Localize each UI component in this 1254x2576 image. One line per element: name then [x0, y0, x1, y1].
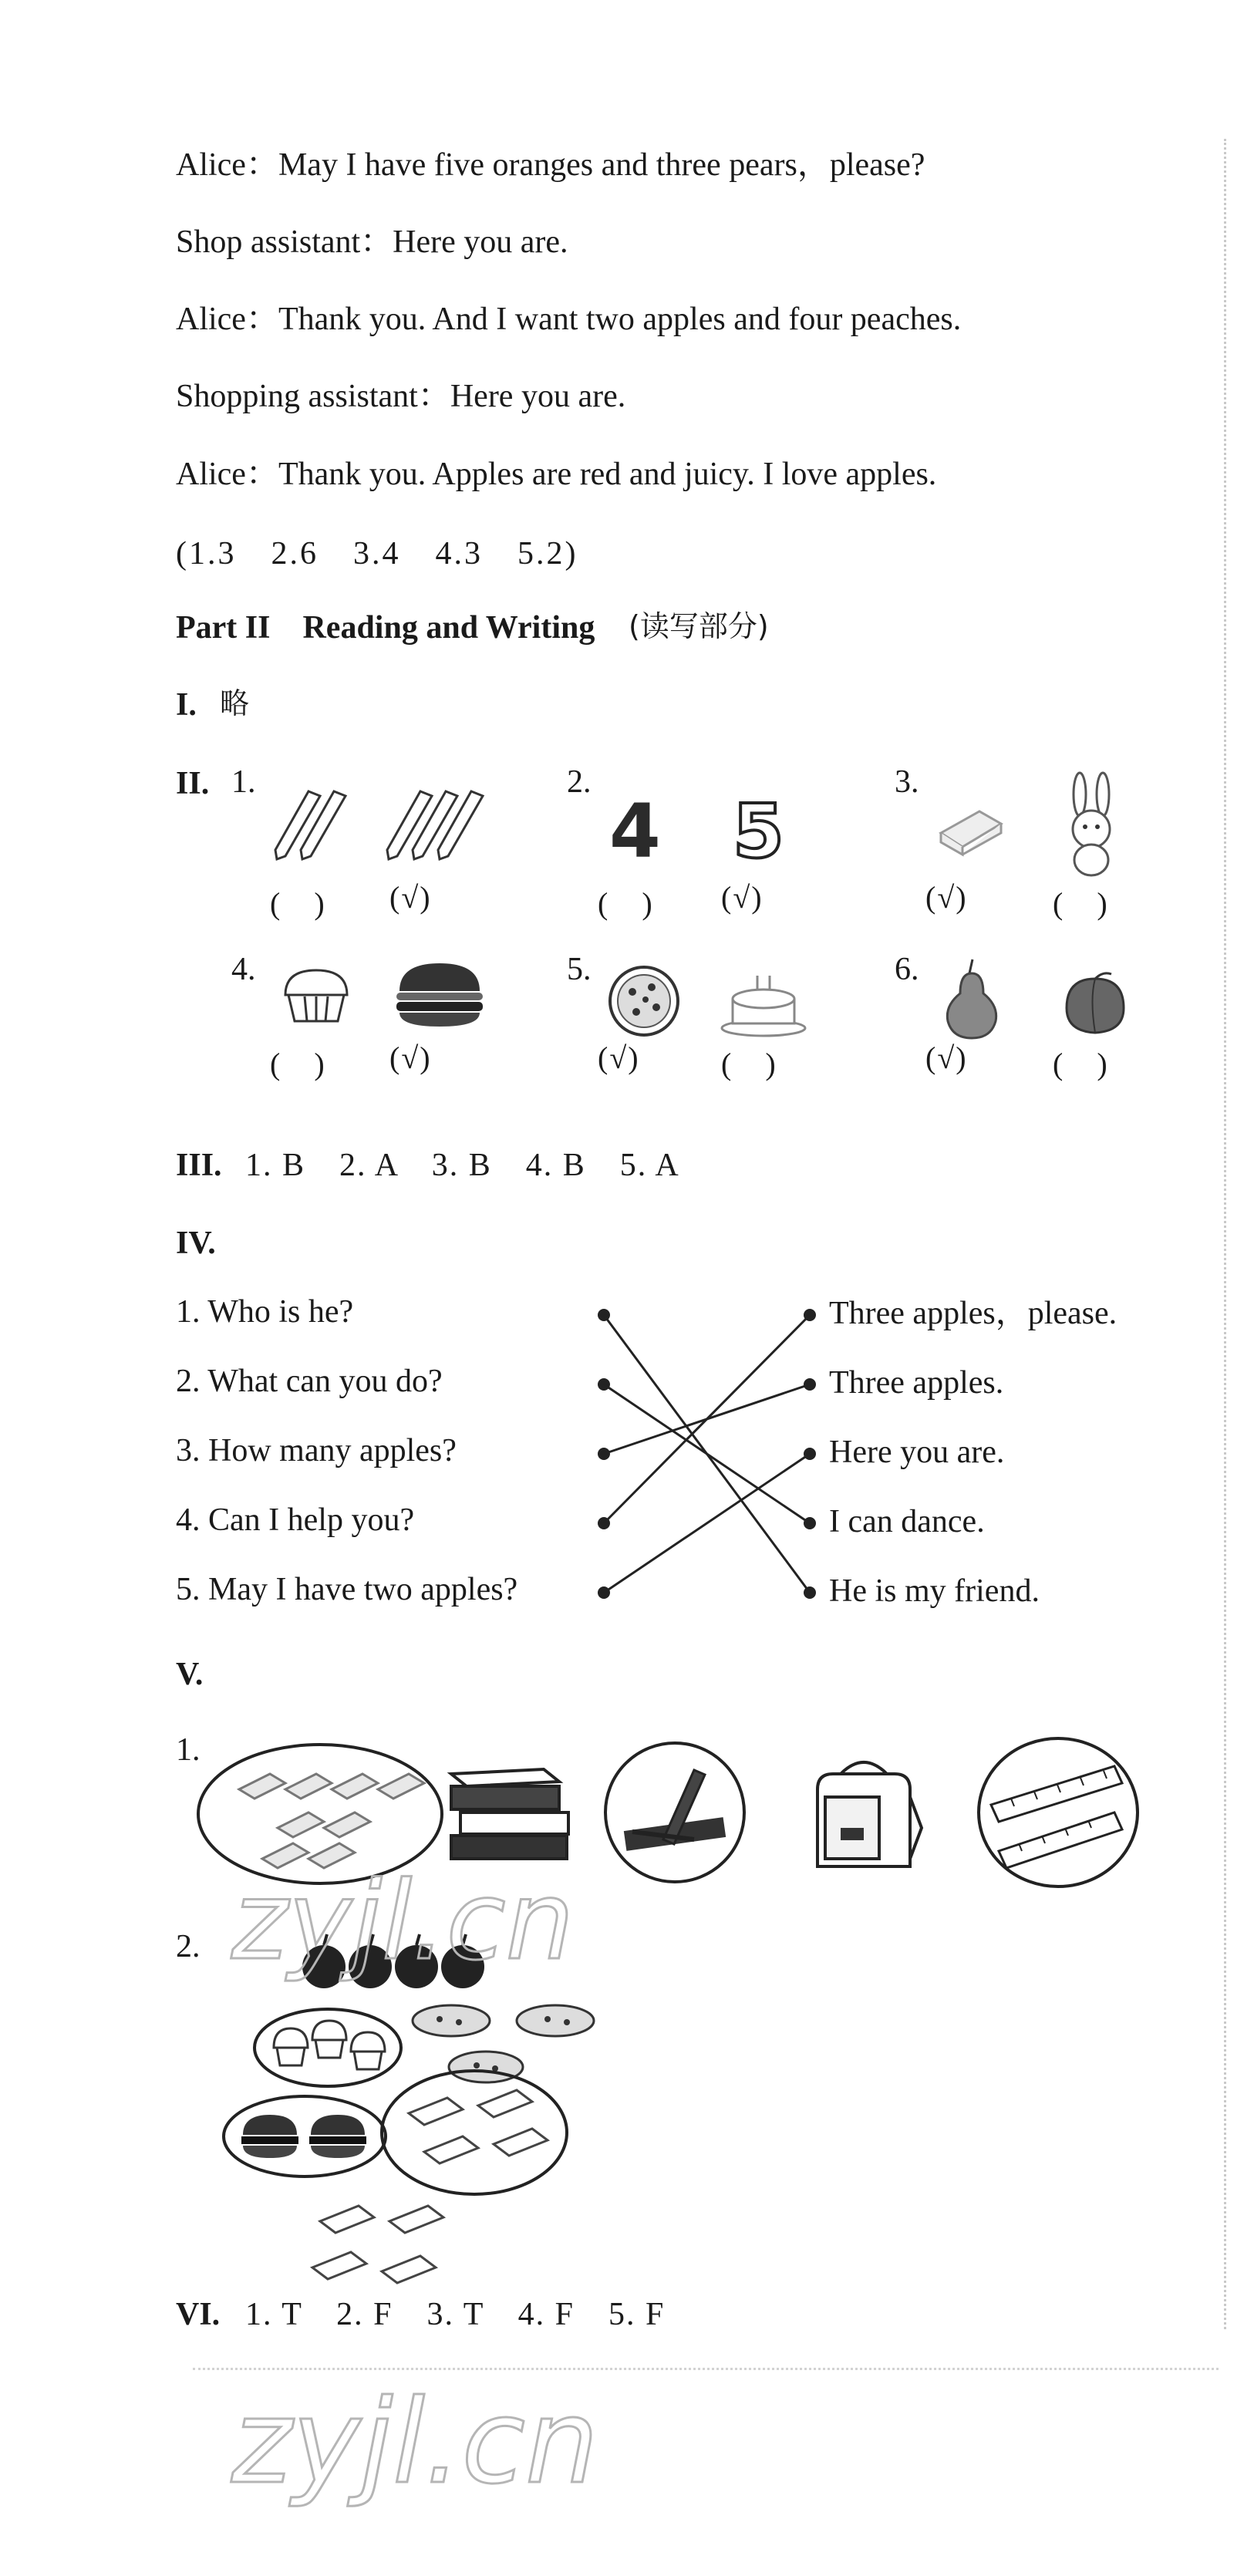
response-4: I can dance. — [829, 1504, 985, 1539]
s2-item4-left: ( ) — [270, 1047, 326, 1081]
section1-answer: 略 — [220, 686, 250, 720]
s2-item1-right: (√) — [389, 880, 432, 915]
s2-item6-num: 6. — [895, 952, 919, 987]
section6-answers: 1. T 2. F 3. T 4. F 5. F — [245, 2297, 666, 2332]
section3-label: III. — [176, 1148, 222, 1183]
s2-item5-right: ( ) — [721, 1047, 777, 1081]
question-2: 2. What can you do? — [176, 1364, 443, 1399]
section2-label: II. — [176, 766, 210, 801]
books-icon — [443, 1758, 575, 1866]
s2-item5-num: 5. — [567, 952, 592, 987]
question-5: 5. May I have two apples? — [176, 1572, 518, 1607]
s5-row2-num: 2. — [176, 1929, 201, 1964]
dialogue-line-2: Shop assistant：Here you are. — [176, 224, 568, 260]
watermark-middle: zyjl.cn — [231, 1859, 575, 1984]
s2-item3-left: (√) — [925, 880, 968, 915]
match-line — [604, 1454, 810, 1593]
match-line — [604, 1315, 810, 1523]
response-3: Here you are. — [829, 1435, 1005, 1470]
s2-item3-num: 3. — [895, 764, 919, 800]
section5-label: V. — [176, 1657, 204, 1692]
part2-title-cn: (读写部分) — [629, 609, 769, 643]
hamburgers-circled-icon — [220, 2090, 389, 2183]
s2-item4-right: (√) — [389, 1040, 432, 1075]
right-margin-line — [1224, 139, 1226, 2329]
dialogue-line-4: Shopping assistant：Here you are. — [176, 379, 626, 414]
sweets-icon — [305, 2198, 482, 2298]
footer-line — [193, 2368, 1219, 2370]
digit-four-icon: 4 — [609, 788, 661, 875]
response-2: Three apples. — [829, 1365, 1004, 1401]
rulers-circled-icon — [976, 1735, 1141, 1890]
match-line — [604, 1384, 810, 1523]
section6-label: VI. — [176, 2297, 221, 2332]
question-3: 3. How many apples? — [176, 1433, 457, 1468]
s2-item1-left: ( ) — [270, 886, 326, 921]
s5-row1-num: 1. — [176, 1732, 201, 1768]
s2-item5-left: (√) — [598, 1040, 640, 1075]
s2-item2-num: 2. — [567, 764, 592, 800]
s2-item2-right: (√) — [721, 880, 764, 915]
digit-five-icon: 5 — [733, 788, 784, 875]
section1-label: I. — [176, 687, 197, 723]
schoolbag-icon — [802, 1751, 925, 1882]
response-1: Three apples，please. — [829, 1296, 1117, 1331]
s2-item6-left: (√) — [925, 1040, 968, 1075]
question-1: 1. Who is he? — [176, 1294, 354, 1330]
s2-item2-left: ( ) — [598, 886, 654, 921]
s2-item3-right: ( ) — [1053, 886, 1109, 921]
response-5: He is my friend. — [829, 1573, 1040, 1609]
watermark-bottom: zyjl.cn — [231, 2375, 599, 2510]
section3-answers: 1. B 2. A 3. B 4. B 5. A — [245, 1148, 680, 1183]
dialogue-line-3: Alice：Thank you. And I want two apples and four peaches. — [176, 302, 962, 337]
s2-item1-num: 1. — [231, 764, 256, 800]
part1-answers: (1.3 2.6 3.4 4.3 5.2) — [176, 536, 578, 572]
s2-item4-num: 4. — [231, 952, 256, 987]
s2-item6-right: ( ) — [1053, 1047, 1109, 1081]
dialogue-line-5: Alice：Thank you. Apples are red and juicy. I love apples. — [176, 457, 937, 492]
part2-title: Part II Reading and Writing — [176, 610, 595, 646]
sandwiches-circled-icon — [378, 2067, 571, 2198]
dialogue-line-1: Alice：May I have five oranges and three pears，please? — [176, 147, 925, 183]
question-4: 4. Can I help you? — [176, 1502, 415, 1538]
pencil-case-circled-icon — [602, 1739, 748, 1886]
section4-label: IV. — [176, 1226, 216, 1261]
